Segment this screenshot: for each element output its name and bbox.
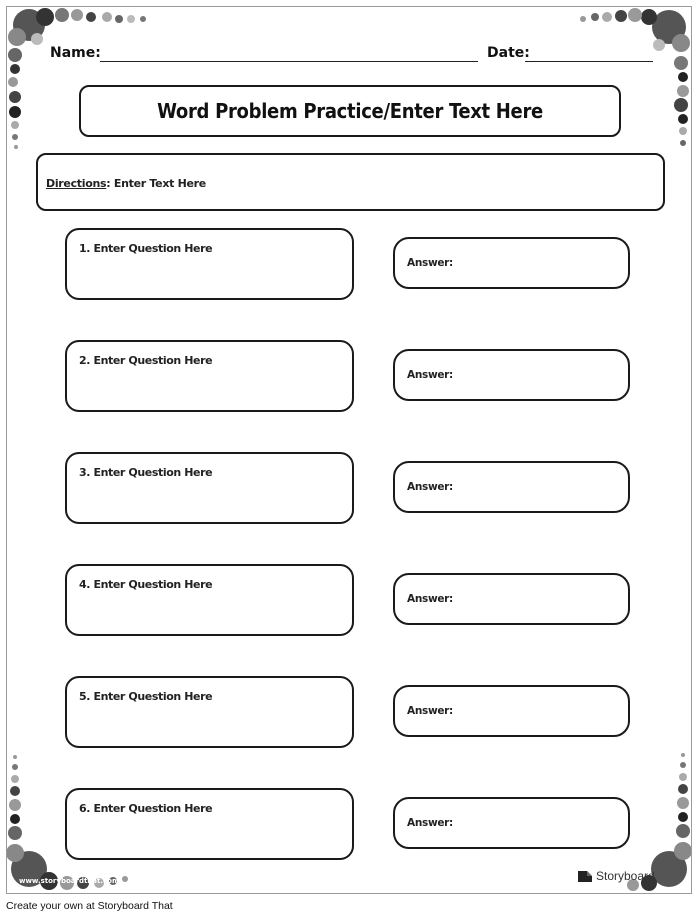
answer-box[interactable] (393, 237, 630, 289)
directions-box[interactable] (36, 153, 665, 211)
title-box[interactable] (79, 85, 621, 137)
answer-box[interactable] (393, 349, 630, 401)
storyboard-logo-text: Storyboard (596, 869, 655, 883)
question-text: 6. Enter Question Here (79, 802, 213, 815)
date-label: Date: (487, 45, 530, 61)
storyboard-logo[interactable] (577, 869, 655, 883)
footer-link[interactable]: Create your own at Storyboard That (6, 900, 173, 912)
directions-body: : Enter Text Here (106, 177, 206, 190)
question-text: 2. Enter Question Here (79, 354, 213, 367)
answer-label: Answer: (407, 817, 453, 829)
question-box[interactable] (65, 228, 354, 300)
answer-label: Answer: (407, 593, 453, 605)
question-text: 3. Enter Question Here (79, 466, 213, 479)
question-text: 4. Enter Question Here (79, 578, 213, 591)
name-line[interactable] (100, 61, 478, 62)
watermark-text: www.storyboardthat.com (19, 877, 120, 885)
name-label: Name: (50, 45, 101, 61)
question-box[interactable] (65, 452, 354, 524)
storyboard-logo-icon (577, 869, 593, 883)
answer-label: Answer: (407, 257, 453, 269)
answer-box[interactable] (393, 797, 630, 849)
question-box[interactable] (65, 676, 354, 748)
question-box[interactable] (65, 340, 354, 412)
question-text: 5. Enter Question Here (79, 690, 213, 703)
answer-label: Answer: (407, 481, 453, 493)
page-title: Word Problem Practice/Enter Text Here (157, 99, 543, 123)
answer-label: Answer: (407, 369, 453, 381)
answer-box[interactable] (393, 573, 630, 625)
directions-label: Directions (46, 177, 107, 190)
question-text: 1. Enter Question Here (79, 242, 213, 255)
question-box[interactable] (65, 788, 354, 860)
directions-text (46, 177, 206, 190)
answer-box[interactable] (393, 461, 630, 513)
question-box[interactable] (65, 564, 354, 636)
answer-box[interactable] (393, 685, 630, 737)
date-line[interactable] (525, 61, 653, 62)
worksheet-page (6, 6, 692, 894)
answer-label: Answer: (407, 705, 453, 717)
